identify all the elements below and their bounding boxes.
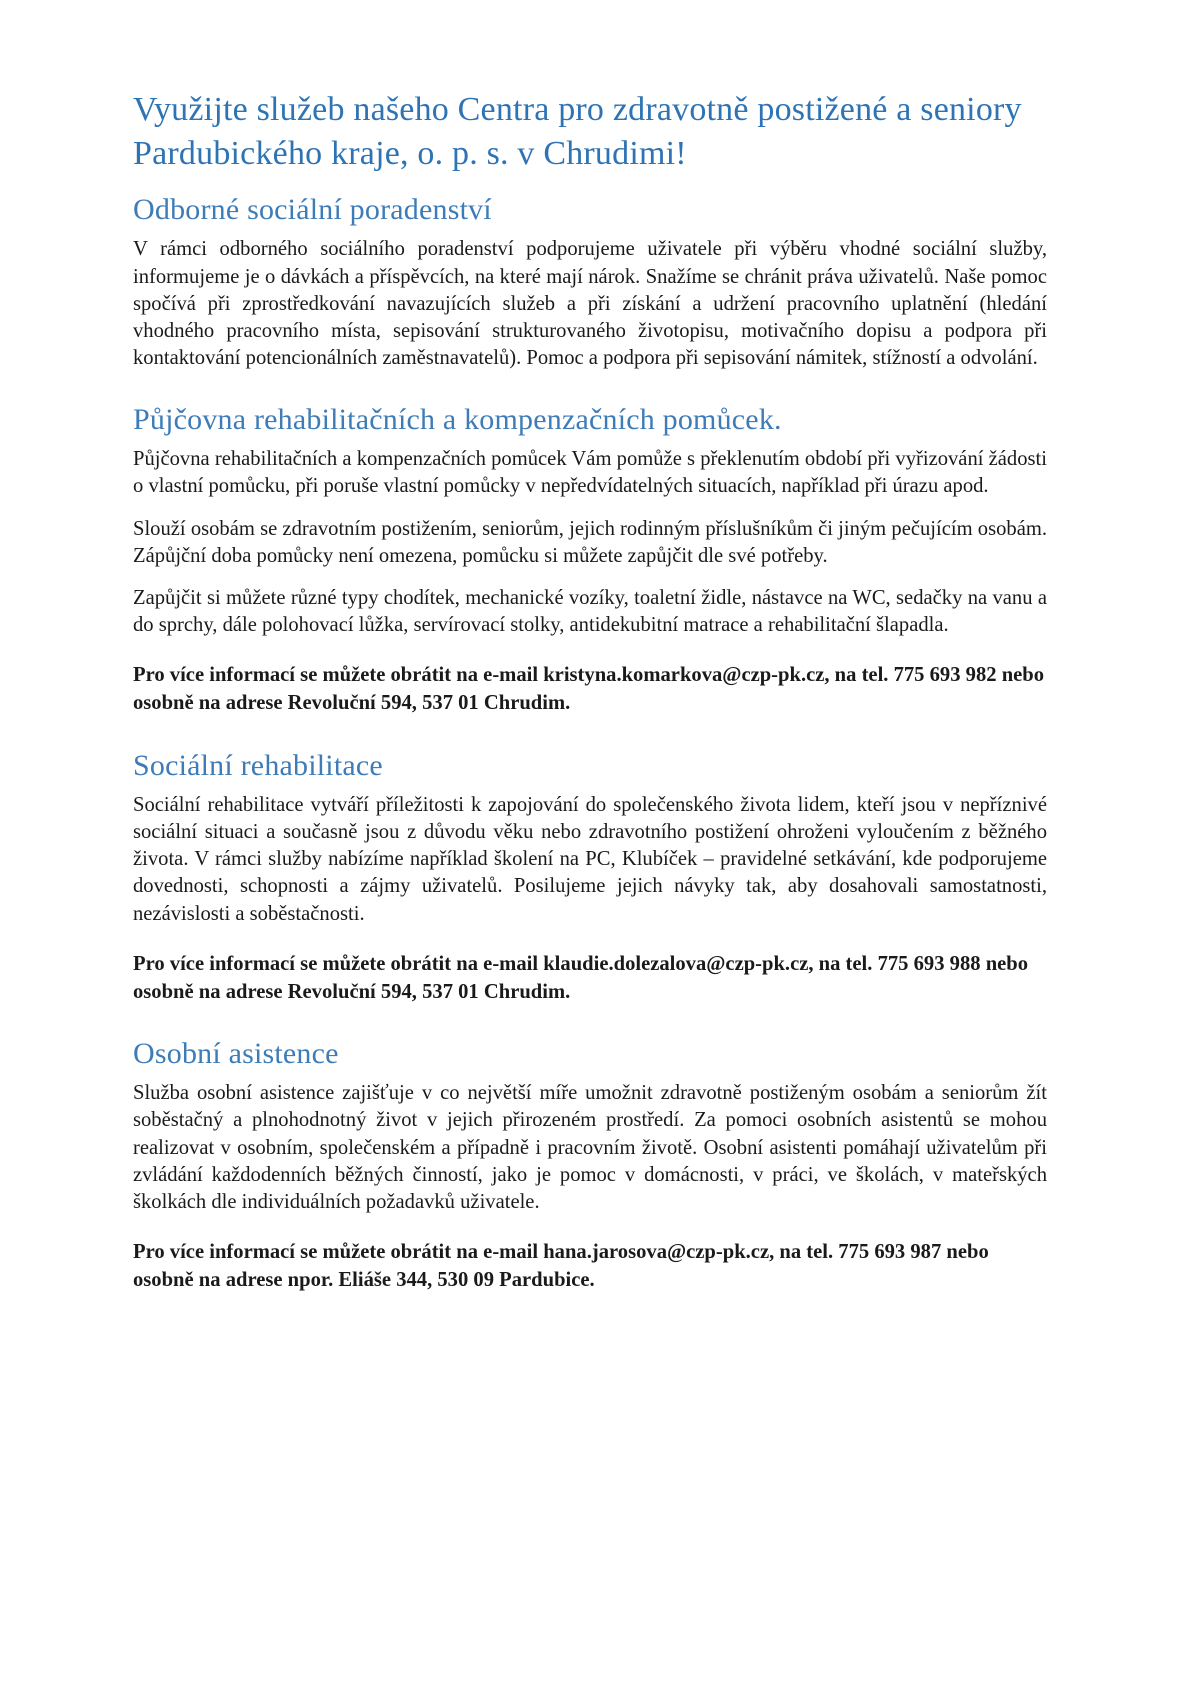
contact-info-socialni-rehabilitace: Pro více informací se můžete obrátit na e-mail klaudie.dolezalova@czp-pk.cz, na tel. 775 693 988 nebo osobně na adrese Revoluční 594, 537 01 Chrudim. — [133, 952, 1029, 1003]
paragraph-pujcovna-ucel: Půjčovna rehabilitačních a kompenzačních pomůcek Vám pomůže s překlenutím období při vyřizování žádosti o vlastní pomůcku, při poruše vlastní pomůcky v nepředvídatelných situacích, například při úrazu apod. — [133, 448, 1047, 498]
section-heading-socialni-rehabilitace: Sociální rehabilitace — [133, 748, 383, 782]
section-heading-osobni-asistence: Osobní asistence — [133, 1037, 339, 1071]
section-odborne-socialni-poradenstvi — [133, 192, 1047, 372]
section-socialni-rehabilitace — [133, 748, 1047, 1006]
paragraph-socialni-rehabilitace-popis: Sociální rehabilitace vytváří příležitosti k zapojování do společenského života lidem, kteří jsou v nepříznivé sociální situaci a současně jsou z důvodu věku nebo zdravotního postižení ohroženi vyloučením z běžného života. V rámci služby nabízíme například školení na PC, Klubíček – pravidelné setkávání, kde podporujeme dovednosti, schopnosti a zájmy uživatelů. Posilujeme jejich návyky tak, aby dosahovali samostatnosti, nezávislosti a soběstačnosti. — [133, 793, 1047, 925]
contact-info-osobni-asistence: Pro více informací se můžete obrátit na e-mail hana.jarosova@czp-pk.cz, na tel. 775 693 987 nebo osobně na adrese npor. Eliáše 344, 530 09 Pardubice. — [133, 1241, 989, 1291]
contact-info-pujcovna: Pro více informací se můžete obrátit na e-mail kristyna.komarkova@czp-pk.cz, na tel. 775 693 982 nebo osobně na adrese Revoluční 594, 537 01 Chrudim. — [133, 664, 1045, 715]
section-osobni-asistence — [133, 1036, 1047, 1294]
section-pujcovna-pomucek — [133, 402, 1047, 718]
document-title: Využijte služeb našeho Centra pro zdravotně postižené a seniory Pardubického kraje, o. p. s. v Chrudimi! — [133, 91, 1022, 173]
paragraph-odborne-poradenstvi-intro: V rámci odborného sociálního poradenství podporujeme uživatele při výběru vhodné sociální služby, informujeme je o dávkách a příspěvcích, na které mají nárok. Snažíme se chránit práva uživatelů. Naše pomoc spočívá při zprostředkování navazujících služeb a při získání a udržení pracovního uplatnění (hledání vhodného pracovního místa, sepisování strukturovaného životopisu, motivačního dopisu a podpora při kontaktování potencionálních zaměstnavatelů). Pomoc a podpora při sepisování námitek, stížností a odvolání. — [133, 238, 1047, 370]
paragraph-osobni-asistence-popis: Služba osobní asistence zajišťuje v co největší míře umožnit zdravotně postiženým osobám a seniorům žít soběstačný a plnohodnotný život v jejich přirozeném prostředí. Za pomoci osobních asistentů se mohou realizovat v osobním, společenském a případně i pracovním životě. Osobní asistenti pomáhají uživatelům při zvládání každodenních běžných činností, jako je pomoc v domácnosti, v práci, ve školách, v mateřských školkách dle individuálních požadavků uživatele. — [133, 1082, 1047, 1213]
paragraph-pujcovna-typy-pomucek: Zapůjčit si můžete různé typy chodítek, mechanické vozíky, toaletní židle, nástavce na WC, sedačky na vanu a do sprchy, dále polohovací lůžka, servírovací stolky, antidekubitní matrace a rehabilitační šlapadla. — [133, 586, 1047, 637]
paragraph-pujcovna-komu-slouzi: Slouží osobám se zdravotním postižením, seniorům, jejich rodinným příslušníkům či jiným pečujícím osobám. Zápůjční doba pomůcky není omezena, pomůcku si můžete zapůjčit dle své potřeby. — [133, 517, 1047, 567]
section-heading-odborne-socialni-poradenstvi: Odborné sociální poradenství — [133, 193, 492, 227]
section-heading-pujcovna-pomucek: Půjčovna rehabilitačních a kompenzačních pomůcek. — [133, 403, 782, 437]
